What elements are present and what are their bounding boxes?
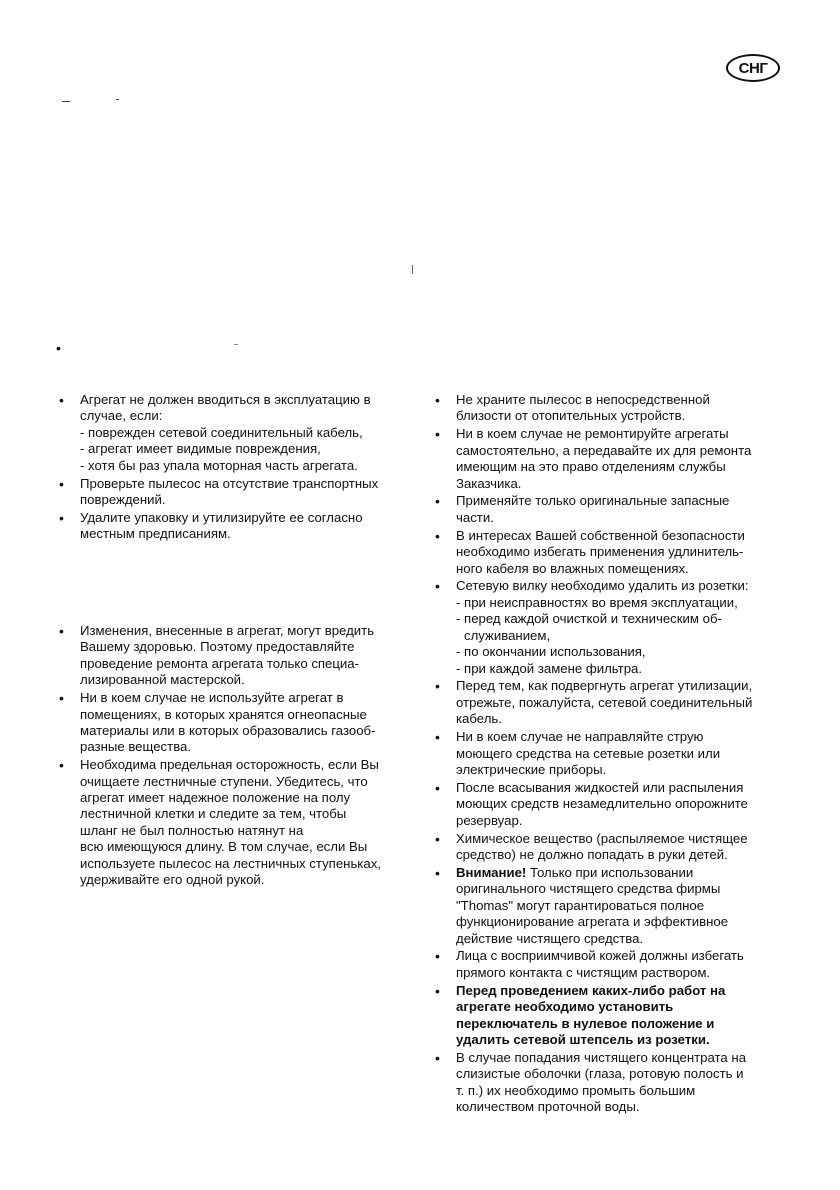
text-line: • Агрегат не должен вводиться в эксплуатацию в (80, 392, 371, 407)
text-line: количеством проточной воды. (456, 1099, 640, 1115)
list-item (432, 780, 802, 829)
text-line: отрежьте, пожалуйста, сетевой соединительный (456, 694, 753, 710)
text-line: имеющим на это право отделениям службы (456, 459, 726, 475)
text-line: • Лица с восприимчивой кожей должны избегать (456, 948, 744, 964)
text-line: всю имеющуюся длину. В том случае, если Вы (80, 839, 368, 855)
text-line: прямого контакта с чистящим раствором. (456, 964, 711, 980)
list-item (432, 578, 802, 676)
text-line: • Ни в коем случае не ремонтируйте агрегаты (456, 426, 729, 442)
text-line: • Удалите упаковку и утилизируйте ее согласно (80, 509, 363, 525)
text-line: резервуар. (456, 812, 523, 828)
text-line: кабель. (456, 711, 502, 727)
text-line: случае, если: (80, 408, 163, 424)
list-item (432, 493, 802, 526)
text-line: слизистые оболочки (глаза, ротовую полость и (456, 1066, 744, 1082)
text-line: помещениях, в которых хранятся огнеопасные (80, 706, 367, 722)
list-item (432, 831, 802, 864)
text-line: используете пылесос на лестничных ступеньках, (80, 855, 381, 871)
text-line: самостоятельно, а передавайте их для ремонта (456, 442, 752, 458)
list-item (432, 948, 802, 981)
text-line: • Сетевую вилку необходимо удалить из розетки: (456, 578, 749, 594)
text-fragment: Только при использовании (529, 864, 694, 880)
text-line: близости от отопительных устройств. (456, 408, 686, 424)
text-line: • Химическое вещество (распыляемое чистящее (456, 830, 748, 846)
list-item (432, 1050, 802, 1116)
text-line: моющих средств незамедлительно опорожните (456, 796, 748, 812)
text-line (456, 865, 802, 881)
text-line: Заказчика. (456, 475, 522, 491)
scan-mark (116, 99, 119, 100)
text-line: средство) не должно попадать в руки детей. (456, 846, 728, 862)
text-line: лизированной мастерской. (80, 672, 245, 688)
text-line: - хотя бы раз упала моторная часть агрегата. (80, 457, 358, 473)
text-line: удалить сетевой штепсель из розетки. (456, 1031, 710, 1047)
text-line: служиванием, (464, 627, 551, 643)
text-line: • Ни в коем случае не используйте агрегат в (80, 690, 344, 706)
text-line: - при неисправностях во время эксплуатации, (456, 594, 738, 610)
text-line: проведение ремонта агрегата только специа- (80, 655, 360, 671)
text-line: материалы или в которых образовались газооб- (80, 722, 376, 738)
text-line: моющего средства на сетевые розетки или (456, 745, 721, 761)
text-line: очищаете лестничные ступени. Убедитесь, что (80, 773, 368, 789)
text-line: необходимо избегать применения удлинитель- (456, 544, 744, 560)
list-item (56, 510, 416, 543)
list-item (432, 392, 802, 425)
scan-mark (234, 344, 238, 345)
text-line: части. (456, 509, 494, 525)
list-item (56, 690, 416, 756)
text-line: • Ни в коем случае не направляйте струю (456, 729, 704, 745)
bullet-list (56, 392, 416, 543)
bullet-list (432, 392, 802, 1115)
text-line: - по окончании использования, (456, 644, 646, 660)
right-column (432, 392, 802, 1117)
text-line: разные вещества. (80, 739, 192, 755)
text-line: • В интересах Вашей собственной безопасности (456, 527, 745, 543)
text-line: агрегат имеет надежное положение на полу (80, 790, 351, 806)
text-line: • Перед проведением каких-либо работ на (456, 982, 726, 998)
list-item (432, 983, 802, 1049)
text-line: • Изменения, внесенные в агрегат, могут вредить (80, 623, 375, 638)
left-column-bottom (56, 623, 416, 890)
text-line: функционирование агрегата и эффективное (456, 914, 729, 930)
list-item (432, 426, 802, 492)
list-item (56, 392, 416, 474)
text-line: ного кабеля во влажных помещениях. (456, 560, 689, 576)
text-line: лестничной клетки и следите за тем, чтобы (80, 806, 347, 822)
scan-mark (62, 101, 70, 102)
list-item (432, 729, 802, 778)
text-line: • После всасывания жидкостей или распыления (456, 779, 744, 795)
text-line: оригинального чистящего средства фирмы (456, 881, 721, 897)
text-line: агрегате необходимо установить (456, 999, 674, 1015)
text-line: • Применяйте только оригинальные запасные (456, 493, 730, 509)
text-line: - поврежден сетевой соединительный кабель, (80, 424, 363, 440)
list-item (432, 528, 802, 577)
scan-mark (412, 265, 413, 274)
text-line: - перед каждой очисткой и техническим об- (456, 611, 722, 627)
text-line: повреждений. (80, 491, 166, 507)
list-item (432, 865, 802, 947)
text-line: переключатель в нулевое положение и (456, 1015, 715, 1031)
text-line: - при каждой замене фильтра. (456, 660, 643, 676)
list-item (56, 476, 416, 509)
text-line: • Не храните пылесос в непосредственной (456, 392, 710, 407)
left-column-top (56, 392, 416, 544)
stray-bullet: • (56, 340, 61, 356)
bullet-list (56, 623, 416, 889)
attention-label: Внимание! (456, 864, 527, 880)
text-line: электрические приборы. (456, 761, 607, 777)
text-line: удерживайте его одной рукой. (80, 872, 265, 888)
text-line: т. п.) их необходимо промыть большим (456, 1082, 696, 1098)
text-line: шланг не был полностью натянут на (80, 822, 304, 838)
text-line: • В случае попадания чистящего концентрата на (456, 1049, 747, 1065)
text-line: • Перед тем, как подвергнуть агрегат утилизации, (456, 678, 753, 694)
text-line: • Необходима предельная осторожность, если Вы (80, 757, 379, 773)
text-line: действие чистящего средства. (456, 930, 644, 946)
text-line: местным предписаниям. (80, 526, 231, 542)
list-item (56, 623, 416, 689)
list-item (432, 678, 802, 727)
list-item (56, 757, 416, 888)
text-line: "Thomas" могут гарантироваться полное (456, 897, 705, 913)
text-line: - агрегат имеет видимые повреждения, (80, 441, 321, 457)
cis-region-badge: СНГ (726, 54, 780, 82)
text-line: • Проверьте пылесос на отсутствие транспортных (80, 475, 379, 491)
text-line: Вашему здоровью. Поэтому предоставляйте (80, 639, 355, 655)
